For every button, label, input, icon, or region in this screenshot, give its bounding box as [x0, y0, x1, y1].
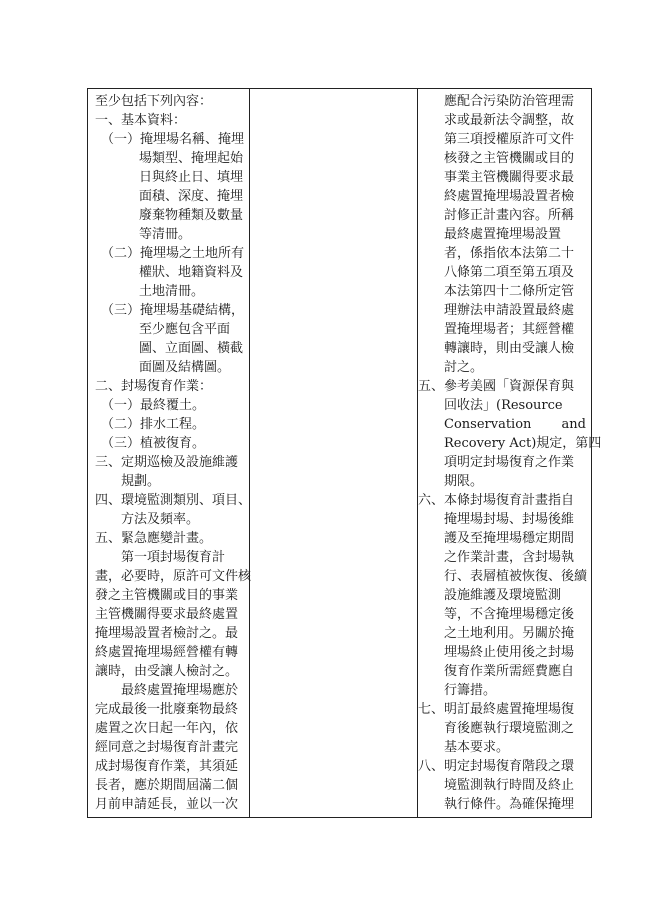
text-line: 護及至掩埋場穩定期間 [444, 531, 575, 546]
text-line: 期限。 [444, 474, 484, 489]
text-line: 經同意之封場復育計畫完 [95, 740, 239, 755]
text-line: 一、基本資料： [95, 113, 187, 128]
text-line: 面積、深度、掩埋 [139, 189, 244, 204]
text-line: 討修正計畫內容。所稱 [444, 208, 575, 223]
text-line: 執行條件。為確保掩埋 [444, 797, 575, 812]
text-line: 討之。 [444, 360, 484, 375]
text-line: 七、明訂最終處置掩埋場復 [418, 702, 575, 717]
text-line: 至少應包含平面 [139, 322, 231, 337]
text-line: 六、本條封場復育計畫指自 [418, 493, 575, 508]
text-line: 等，不含掩埋場穩定後 [444, 607, 575, 622]
text-line: 處置之次日起一年內，依 [95, 721, 239, 736]
text-line: 五、緊急應變計畫。 [95, 531, 213, 546]
text-line: 求或最新法令調整，故 [444, 113, 575, 128]
text-line: （二）排水工程。 [101, 417, 206, 432]
text-line: 八、明定封場復育階段之環 [418, 759, 575, 774]
text-line: 規劃。 [121, 474, 161, 489]
text-line: 五、參考美國「資源保育與 [418, 379, 575, 394]
text-line: 置掩埋場者；其經營權 [444, 322, 575, 337]
text-line: 三、定期巡檢及設施維護 [95, 455, 239, 470]
text-line: 讓時，由受讓人檢討之。 [95, 664, 239, 679]
text-line: 第一項封場復育計 [121, 550, 226, 565]
text-line: （三）植被復育。 [101, 436, 206, 451]
text-line: 方法及頻率。 [121, 512, 200, 527]
text-line: （二）掩埋場之土地所有 [101, 246, 245, 261]
text-line: 最終處置掩埋場設置 [444, 227, 562, 242]
text-line: 月前申請延長，並以一次 [95, 797, 239, 812]
text-line: 事業主管機關得要求最 [444, 170, 575, 185]
text-line: 廢棄物種類及數量 [139, 208, 244, 223]
text-line: 主管機關得要求最終處置 [95, 607, 239, 622]
text-line: 第三項授權原許可文件 [444, 132, 575, 147]
text-line: 長者，應於期間屆滿二個 [95, 778, 239, 793]
text-line: 育後應執行環境監測之 [444, 721, 575, 736]
text-line: 本法第四十二條所定管 [444, 284, 575, 299]
text-line: 掩埋場封場、封場後維 [444, 512, 575, 527]
text-line: 完成最後一批廢棄物最終 [95, 702, 239, 717]
text-line: 設施維護及環境監測 [444, 588, 562, 603]
text-line: 圖、立面圖、橫截 [139, 341, 244, 356]
text-line: 八條第二項至第五項及 [444, 265, 575, 280]
text-line: 行籌措。 [444, 683, 497, 698]
text-line: 二、封場復育作業： [95, 379, 213, 394]
text-line: 之土地利用。另關於掩 [444, 626, 575, 641]
text-line: 終處置掩埋場設置者檢 [444, 189, 575, 204]
text-line: （一）掩埋場名稱、掩埋 [101, 132, 245, 147]
text-line: 之作業計畫，含封場執 [444, 550, 575, 565]
text-line: 場類型、掩埋起始 [139, 151, 244, 166]
text-line: （三）掩埋場基礎結構， [101, 303, 245, 318]
text-line: 項明定封場復育之作業 [444, 455, 575, 470]
text-line: 最終處置掩埋場應於 [121, 683, 239, 698]
text-line: 四、環境監測類別、項目、 [95, 493, 252, 508]
text-line: 回收法」(Resource [444, 398, 563, 413]
text-line: 終處置掩埋場經營權有轉 [95, 645, 239, 660]
text-line: 應配合污染防治管理需 [444, 94, 575, 109]
text-line: 成封場復育作業，其須延 [95, 759, 239, 774]
text-line: Conservation and [444, 417, 586, 432]
text-line: 境監測執行時間及終止 [444, 778, 575, 793]
text-line: 日與終止日、填埋 [139, 170, 244, 185]
text-line: 掩埋場設置者檢討之。最 [95, 626, 239, 641]
text-line: 發之主管機關或目的事業 [95, 588, 239, 603]
text-line: 埋場終止使用後之封場 [444, 645, 575, 660]
text-line: 復育作業所需經費應自 [444, 664, 575, 679]
text-line: 畫，必要時，原許可文件核 [95, 569, 252, 584]
text-line: 行、表層植被恢復、後續 [444, 569, 588, 584]
text-line: 轉讓時，則由受讓人檢 [444, 341, 575, 356]
text-line: 至少包括下列內容： [95, 94, 213, 109]
right-column-text [418, 92, 602, 814]
text-line: 核發之主管機關或目的 [444, 151, 575, 166]
text-line: 面圖及結構圖。 [139, 360, 231, 375]
text-line: 權狀、地籍資料及 [139, 265, 244, 280]
text-line: 基本要求。 [444, 740, 510, 755]
left-column-text [95, 92, 255, 814]
text-line: 理辦法申請設置最終處 [444, 303, 575, 318]
text-line: 等清冊。 [139, 227, 192, 242]
text-line: 土地清冊。 [139, 284, 205, 299]
text-line: 者，係指依本法第二十 [444, 246, 575, 261]
text-line: （一）最終覆土。 [101, 398, 206, 413]
text-line: Recovery Act)規定，第四 [444, 436, 602, 451]
